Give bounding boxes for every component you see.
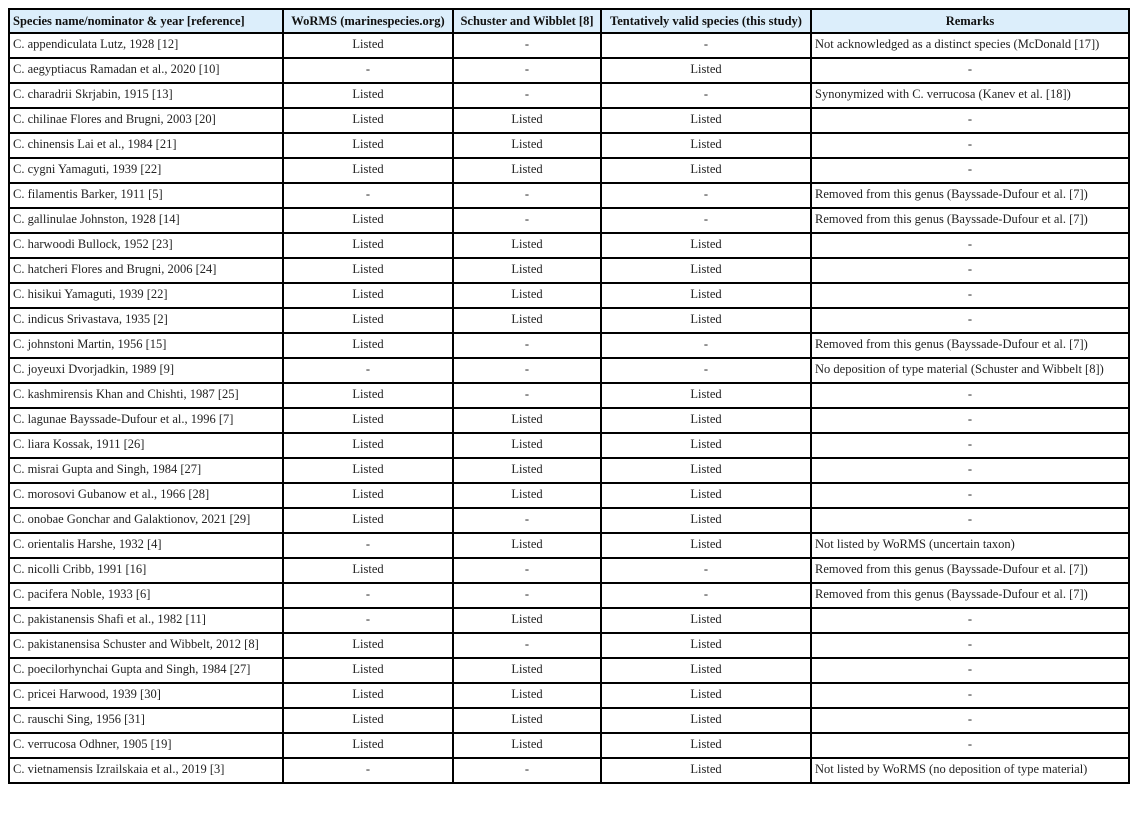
- valid-status-cell: -: [601, 558, 811, 583]
- valid-status-cell: Listed: [601, 58, 811, 83]
- species-name-cell: C. joyeuxi Dvorjadkin, 1989 [9]: [9, 358, 283, 383]
- valid-status-cell: Listed: [601, 683, 811, 708]
- table-row: [9, 158, 1129, 183]
- schuster-status-cell: Listed: [453, 533, 601, 558]
- table-header-row: [9, 9, 1129, 33]
- schuster-status-cell: -: [453, 208, 601, 233]
- worms-status-cell: Listed: [283, 408, 453, 433]
- schuster-status-cell: Listed: [453, 683, 601, 708]
- remarks-cell: Synonymized with C. verrucosa (Kanev et al. [18]): [811, 83, 1129, 108]
- valid-status-cell: -: [601, 183, 811, 208]
- species-name-cell: C. chilinae Flores and Brugni, 2003 [20]: [9, 108, 283, 133]
- species-name-cell: C. cygni Yamaguti, 1939 [22]: [9, 158, 283, 183]
- schuster-status-cell: Listed: [453, 233, 601, 258]
- schuster-status-cell: Listed: [453, 283, 601, 308]
- worms-status-cell: Listed: [283, 733, 453, 758]
- species-name-cell: C. poecilorhynchai Gupta and Singh, 1984 [27]: [9, 658, 283, 683]
- schuster-status-cell: Listed: [453, 158, 601, 183]
- valid-status-cell: Listed: [601, 708, 811, 733]
- header-species: Species name/nominator & year [reference]: [9, 9, 283, 33]
- remarks-cell: -: [811, 283, 1129, 308]
- remarks-cell: -: [811, 233, 1129, 258]
- worms-status-cell: Listed: [283, 458, 453, 483]
- remarks-cell: -: [811, 683, 1129, 708]
- remarks-cell: Removed from this genus (Bayssade-Dufour et al. [7]): [811, 183, 1129, 208]
- species-name-cell: C. pricei Harwood, 1939 [30]: [9, 683, 283, 708]
- remarks-cell: -: [811, 408, 1129, 433]
- table-row: [9, 433, 1129, 458]
- valid-status-cell: -: [601, 583, 811, 608]
- header-worms: WoRMS (marinespecies.org): [283, 9, 453, 33]
- valid-status-cell: Listed: [601, 733, 811, 758]
- table-row: [9, 283, 1129, 308]
- remarks-cell: Removed from this genus (Bayssade-Dufour et al. [7]): [811, 583, 1129, 608]
- worms-status-cell: Listed: [283, 433, 453, 458]
- worms-status-cell: Listed: [283, 483, 453, 508]
- worms-status-cell: Listed: [283, 258, 453, 283]
- table-row: [9, 108, 1129, 133]
- species-name-cell: C. pakistanensisa Schuster and Wibbelt, 2012 [8]: [9, 633, 283, 658]
- worms-status-cell: -: [283, 758, 453, 783]
- worms-status-cell: -: [283, 583, 453, 608]
- schuster-status-cell: Listed: [453, 308, 601, 333]
- table-row: [9, 408, 1129, 433]
- worms-status-cell: Listed: [283, 558, 453, 583]
- species-name-cell: C. kashmirensis Khan and Chishti, 1987 [25]: [9, 383, 283, 408]
- schuster-status-cell: -: [453, 358, 601, 383]
- remarks-cell: -: [811, 508, 1129, 533]
- schuster-status-cell: Listed: [453, 708, 601, 733]
- species-name-cell: C. orientalis Harshe, 1932 [4]: [9, 533, 283, 558]
- species-name-cell: C. morosovi Gubanow et al., 1966 [28]: [9, 483, 283, 508]
- table-row: [9, 633, 1129, 658]
- schuster-status-cell: Listed: [453, 733, 601, 758]
- species-name-cell: C. onobae Gonchar and Galaktionov, 2021 [29]: [9, 508, 283, 533]
- valid-status-cell: Listed: [601, 383, 811, 408]
- table-row: [9, 58, 1129, 83]
- remarks-cell: -: [811, 258, 1129, 283]
- remarks-cell: -: [811, 633, 1129, 658]
- table-row: [9, 458, 1129, 483]
- remarks-cell: -: [811, 308, 1129, 333]
- table-row: [9, 383, 1129, 408]
- species-table-container: [8, 8, 1130, 784]
- valid-status-cell: Listed: [601, 158, 811, 183]
- table-row: [9, 133, 1129, 158]
- species-name-cell: C. misrai Gupta and Singh, 1984 [27]: [9, 458, 283, 483]
- worms-status-cell: Listed: [283, 108, 453, 133]
- species-name-cell: C. rauschi Sing, 1956 [31]: [9, 708, 283, 733]
- remarks-cell: Not listed by WoRMS (uncertain taxon): [811, 533, 1129, 558]
- remarks-cell: Removed from this genus (Bayssade-Dufour et al. [7]): [811, 558, 1129, 583]
- species-name-cell: C. appendiculata Lutz, 1928 [12]: [9, 33, 283, 58]
- species-name-cell: C. aegyptiacus Ramadan et al., 2020 [10]: [9, 58, 283, 83]
- species-name-cell: C. verrucosa Odhner, 1905 [19]: [9, 733, 283, 758]
- schuster-status-cell: -: [453, 758, 601, 783]
- worms-status-cell: -: [283, 608, 453, 633]
- worms-status-cell: Listed: [283, 333, 453, 358]
- valid-status-cell: Listed: [601, 108, 811, 133]
- worms-status-cell: Listed: [283, 283, 453, 308]
- species-name-cell: C. hisikui Yamaguti, 1939 [22]: [9, 283, 283, 308]
- schuster-status-cell: Listed: [453, 483, 601, 508]
- worms-status-cell: Listed: [283, 158, 453, 183]
- valid-status-cell: Listed: [601, 258, 811, 283]
- schuster-status-cell: -: [453, 383, 601, 408]
- valid-status-cell: Listed: [601, 233, 811, 258]
- species-name-cell: C. indicus Srivastava, 1935 [2]: [9, 308, 283, 333]
- valid-status-cell: Listed: [601, 308, 811, 333]
- valid-status-cell: Listed: [601, 658, 811, 683]
- schuster-status-cell: -: [453, 83, 601, 108]
- header-remarks: Remarks: [811, 9, 1129, 33]
- valid-status-cell: Listed: [601, 283, 811, 308]
- remarks-cell: Removed from this genus (Bayssade-Dufour et al. [7]): [811, 333, 1129, 358]
- remarks-cell: -: [811, 383, 1129, 408]
- remarks-cell: Not acknowledged as a distinct species (McDonald [17]): [811, 33, 1129, 58]
- remarks-cell: -: [811, 608, 1129, 633]
- remarks-cell: -: [811, 733, 1129, 758]
- worms-status-cell: Listed: [283, 133, 453, 158]
- worms-status-cell: -: [283, 183, 453, 208]
- valid-status-cell: Listed: [601, 533, 811, 558]
- table-row: [9, 233, 1129, 258]
- remarks-cell: No deposition of type material (Schuster and Wibbelt [8]): [811, 358, 1129, 383]
- worms-status-cell: Listed: [283, 233, 453, 258]
- valid-status-cell: Listed: [601, 408, 811, 433]
- species-name-cell: C. harwoodi Bullock, 1952 [23]: [9, 233, 283, 258]
- valid-status-cell: -: [601, 83, 811, 108]
- schuster-status-cell: Listed: [453, 133, 601, 158]
- remarks-cell: -: [811, 483, 1129, 508]
- valid-status-cell: Listed: [601, 608, 811, 633]
- worms-status-cell: Listed: [283, 708, 453, 733]
- worms-status-cell: Listed: [283, 658, 453, 683]
- valid-status-cell: Listed: [601, 483, 811, 508]
- table-row: [9, 708, 1129, 733]
- schuster-status-cell: -: [453, 583, 601, 608]
- valid-status-cell: Listed: [601, 458, 811, 483]
- worms-status-cell: Listed: [283, 208, 453, 233]
- schuster-status-cell: Listed: [453, 658, 601, 683]
- remarks-cell: -: [811, 458, 1129, 483]
- schuster-status-cell: Listed: [453, 458, 601, 483]
- remarks-cell: Not listed by WoRMS (no deposition of type material): [811, 758, 1129, 783]
- schuster-status-cell: -: [453, 33, 601, 58]
- worms-status-cell: Listed: [283, 33, 453, 58]
- valid-status-cell: Listed: [601, 508, 811, 533]
- remarks-cell: -: [811, 433, 1129, 458]
- table-row: [9, 308, 1129, 333]
- species-name-cell: C. liara Kossak, 1911 [26]: [9, 433, 283, 458]
- species-table: [8, 8, 1130, 784]
- worms-status-cell: -: [283, 58, 453, 83]
- valid-status-cell: -: [601, 33, 811, 58]
- table-row: [9, 533, 1129, 558]
- schuster-status-cell: Listed: [453, 258, 601, 283]
- schuster-status-cell: Listed: [453, 408, 601, 433]
- worms-status-cell: Listed: [283, 308, 453, 333]
- remarks-cell: -: [811, 133, 1129, 158]
- table-row: [9, 758, 1129, 783]
- remarks-cell: -: [811, 108, 1129, 133]
- species-name-cell: C. johnstoni Martin, 1956 [15]: [9, 333, 283, 358]
- schuster-status-cell: -: [453, 58, 601, 83]
- species-name-cell: C. vietnamensis Izrailskaia et al., 2019 [3]: [9, 758, 283, 783]
- table-row: [9, 483, 1129, 508]
- species-name-cell: C. pacifera Noble, 1933 [6]: [9, 583, 283, 608]
- remarks-cell: -: [811, 658, 1129, 683]
- species-name-cell: C. lagunae Bayssade-Dufour et al., 1996 [7]: [9, 408, 283, 433]
- worms-status-cell: -: [283, 533, 453, 558]
- table-row: [9, 358, 1129, 383]
- table-row: [9, 83, 1129, 108]
- schuster-status-cell: -: [453, 183, 601, 208]
- worms-status-cell: Listed: [283, 683, 453, 708]
- valid-status-cell: -: [601, 333, 811, 358]
- worms-status-cell: Listed: [283, 83, 453, 108]
- worms-status-cell: -: [283, 358, 453, 383]
- species-name-cell: C. charadrii Skrjabin, 1915 [13]: [9, 83, 283, 108]
- valid-status-cell: Listed: [601, 133, 811, 158]
- worms-status-cell: Listed: [283, 508, 453, 533]
- header-valid: Tentatively valid species (this study): [601, 9, 811, 33]
- valid-status-cell: -: [601, 208, 811, 233]
- valid-status-cell: -: [601, 358, 811, 383]
- schuster-status-cell: Listed: [453, 108, 601, 133]
- remarks-cell: -: [811, 158, 1129, 183]
- table-row: [9, 658, 1129, 683]
- table-row: [9, 508, 1129, 533]
- remarks-cell: Removed from this genus (Bayssade-Dufour et al. [7]): [811, 208, 1129, 233]
- remarks-cell: -: [811, 708, 1129, 733]
- schuster-status-cell: Listed: [453, 608, 601, 633]
- table-row: [9, 683, 1129, 708]
- schuster-status-cell: Listed: [453, 433, 601, 458]
- table-row: [9, 333, 1129, 358]
- table-row: [9, 583, 1129, 608]
- table-row: [9, 183, 1129, 208]
- species-name-cell: C. pakistanensis Shafi et al., 1982 [11]: [9, 608, 283, 633]
- species-name-cell: C. nicolli Cribb, 1991 [16]: [9, 558, 283, 583]
- table-row: [9, 608, 1129, 633]
- header-schuster: Schuster and Wibblet [8]: [453, 9, 601, 33]
- worms-status-cell: Listed: [283, 383, 453, 408]
- table-row: [9, 558, 1129, 583]
- table-row: [9, 258, 1129, 283]
- species-name-cell: C. chinensis Lai et al., 1984 [21]: [9, 133, 283, 158]
- species-name-cell: C. hatcheri Flores and Brugni, 2006 [24]: [9, 258, 283, 283]
- schuster-status-cell: -: [453, 508, 601, 533]
- schuster-status-cell: -: [453, 333, 601, 358]
- worms-status-cell: Listed: [283, 633, 453, 658]
- valid-status-cell: Listed: [601, 758, 811, 783]
- schuster-status-cell: -: [453, 633, 601, 658]
- schuster-status-cell: -: [453, 558, 601, 583]
- table-row: [9, 33, 1129, 58]
- species-name-cell: C. filamentis Barker, 1911 [5]: [9, 183, 283, 208]
- table-body: [9, 33, 1129, 783]
- remarks-cell: -: [811, 58, 1129, 83]
- valid-status-cell: Listed: [601, 433, 811, 458]
- species-name-cell: C. gallinulae Johnston, 1928 [14]: [9, 208, 283, 233]
- table-row: [9, 733, 1129, 758]
- table-row: [9, 208, 1129, 233]
- valid-status-cell: Listed: [601, 633, 811, 658]
